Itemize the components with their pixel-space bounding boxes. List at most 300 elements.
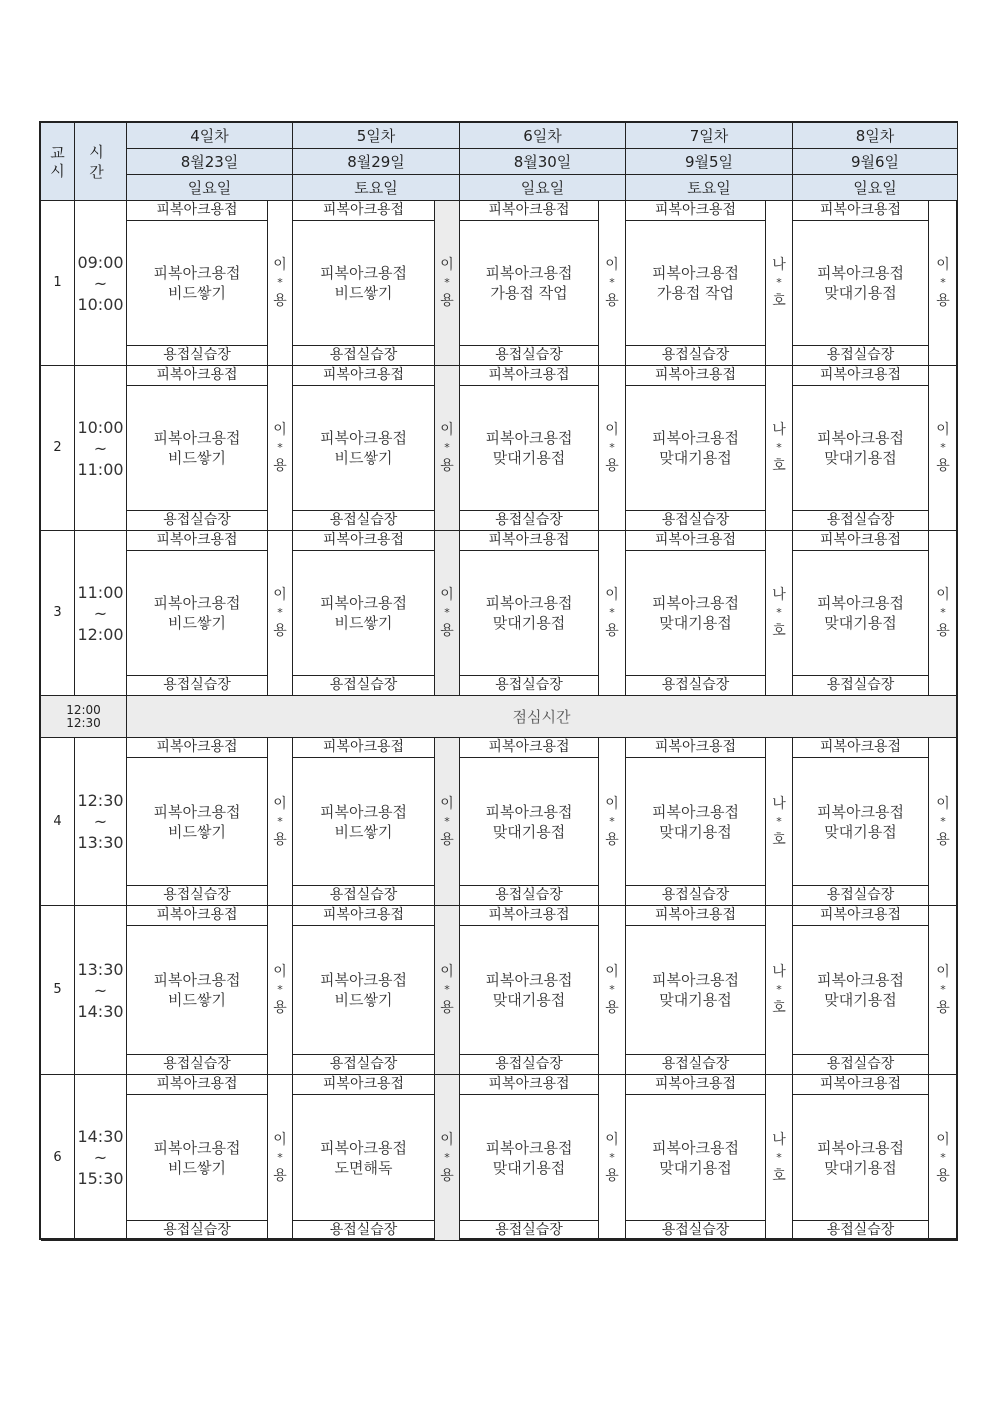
class-content-line: 맞대기용접 bbox=[824, 1158, 897, 1177]
class-subject bbox=[626, 1075, 766, 1095]
class-content-line: 피복아크용접 bbox=[817, 264, 904, 282]
class-subject bbox=[460, 201, 599, 221]
class-content-line: 피복아크용접 bbox=[652, 429, 739, 447]
class-content-line: 피복아크용접 bbox=[320, 971, 407, 989]
class-teacher bbox=[268, 366, 293, 531]
class-content bbox=[460, 926, 599, 1055]
class-room-text: 용접실습장 bbox=[163, 1222, 231, 1238]
period-time bbox=[75, 201, 127, 366]
day-label-text: 4일차 bbox=[190, 126, 229, 145]
period-sep: ~ bbox=[93, 273, 108, 293]
teacher-char: * bbox=[277, 814, 283, 828]
period-end: 11:00 bbox=[77, 459, 124, 479]
class-content bbox=[626, 926, 766, 1055]
class-teacher bbox=[929, 366, 958, 531]
class-subject bbox=[127, 738, 268, 758]
class-room-text: 용접실습장 bbox=[826, 512, 895, 528]
day-date-text: 8월29일 bbox=[347, 152, 405, 171]
lunch-label-text: 점심시간 bbox=[512, 707, 571, 726]
class-teacher bbox=[599, 201, 626, 366]
class-subject-text: 피복아크용접 bbox=[654, 739, 737, 755]
class-room bbox=[127, 886, 268, 906]
class-room bbox=[460, 346, 599, 366]
header-sigan-label: 시 간 bbox=[89, 142, 112, 181]
class-content-line: 비드쌓기 bbox=[334, 614, 393, 632]
teacher-char: * bbox=[444, 814, 450, 828]
class-teacher bbox=[268, 201, 293, 366]
class-teacher bbox=[599, 738, 626, 906]
day-weekday-text: 토요일 bbox=[687, 178, 731, 197]
class-subject-text: 피복아크용접 bbox=[488, 532, 570, 548]
period-start: 13:30 bbox=[77, 959, 124, 979]
period-sep: ~ bbox=[93, 438, 108, 458]
class-content bbox=[626, 758, 766, 886]
class-content-line: 피복아크용접 bbox=[652, 264, 739, 282]
class-subject-text: 피복아크용접 bbox=[156, 202, 238, 218]
class-subject-text: 피복아크용접 bbox=[819, 1076, 902, 1092]
class-content-line: 피복아크용접 bbox=[320, 264, 407, 282]
header-sigan bbox=[75, 123, 127, 201]
class-subject-text: 피복아크용접 bbox=[156, 1076, 238, 1092]
period-number-text: 3 bbox=[53, 605, 62, 620]
class-subject bbox=[127, 906, 268, 926]
class-subject bbox=[626, 906, 766, 926]
class-room-text: 용접실습장 bbox=[661, 347, 730, 363]
class-teacher bbox=[268, 738, 293, 906]
class-subject bbox=[293, 366, 435, 386]
class-content bbox=[127, 551, 268, 676]
class-content-line: 피복아크용접 bbox=[153, 429, 241, 447]
class-room bbox=[460, 511, 599, 531]
class-room-text: 용접실습장 bbox=[661, 1222, 730, 1238]
teacher-char: * bbox=[776, 276, 782, 289]
teacher-char: * bbox=[444, 1150, 450, 1164]
teacher-char: 이 bbox=[440, 422, 454, 438]
class-content bbox=[293, 758, 435, 886]
class-subject-text: 피복아크용접 bbox=[654, 532, 737, 548]
class-teacher bbox=[766, 738, 793, 906]
class-content-line: 도면해독 bbox=[334, 1158, 393, 1177]
teacher-char: 이 bbox=[936, 587, 950, 603]
class-content-line: 비드쌓기 bbox=[168, 991, 226, 1009]
class-content-line: 비드쌓기 bbox=[334, 284, 393, 302]
period-start: 11:00 bbox=[77, 582, 124, 602]
class-room bbox=[293, 1055, 435, 1075]
teacher-char: 이 bbox=[605, 257, 619, 273]
teacher-char: * bbox=[776, 606, 782, 619]
period-number-text: 6 bbox=[53, 1149, 62, 1165]
period-number-text: 2 bbox=[53, 440, 62, 455]
teacher-char: * bbox=[940, 1150, 946, 1164]
day-weekday bbox=[626, 175, 793, 201]
lunch-time bbox=[41, 696, 127, 738]
day-date-text: 9월5일 bbox=[684, 152, 734, 171]
teacher-char: 용 bbox=[440, 458, 454, 474]
teacher-char: * bbox=[940, 441, 946, 454]
class-subject-text: 피복아크용접 bbox=[654, 907, 737, 923]
day-date bbox=[460, 149, 626, 175]
day-weekday bbox=[293, 175, 460, 201]
class-content-line: 피복아크용접 bbox=[485, 594, 573, 612]
teacher-char: * bbox=[444, 276, 450, 289]
class-room bbox=[127, 676, 268, 696]
class-subject-text: 피복아크용접 bbox=[156, 907, 238, 923]
class-room-text: 용접실습장 bbox=[661, 1056, 730, 1072]
period-number bbox=[41, 201, 75, 366]
class-content bbox=[460, 386, 599, 511]
class-subject-text: 피복아크용접 bbox=[819, 202, 902, 218]
teacher-char: 나 bbox=[772, 587, 786, 603]
teacher-char: 이 bbox=[273, 257, 287, 273]
class-subject bbox=[626, 201, 766, 221]
teacher-char: * bbox=[940, 606, 946, 619]
class-content bbox=[460, 1095, 599, 1221]
class-teacher bbox=[766, 366, 793, 531]
period-start: 10:00 bbox=[77, 417, 124, 437]
class-room bbox=[460, 1221, 599, 1241]
teacher-char: 용 bbox=[936, 623, 950, 639]
period-time bbox=[75, 366, 127, 531]
class-content-line: 맞대기용접 bbox=[492, 991, 566, 1009]
class-content-line: 피복아크용접 bbox=[320, 1138, 407, 1157]
class-room bbox=[460, 1055, 599, 1075]
class-teacher bbox=[599, 366, 626, 531]
class-room-text: 용접실습장 bbox=[329, 677, 398, 693]
class-room bbox=[793, 1221, 929, 1241]
class-content-line: 피복아크용접 bbox=[652, 971, 739, 989]
class-content-line: 맞대기용접 bbox=[492, 1158, 566, 1177]
class-content-line: 피복아크용접 bbox=[153, 264, 241, 282]
class-subject-text: 피복아크용접 bbox=[819, 907, 902, 923]
period-sep: ~ bbox=[93, 812, 108, 831]
teacher-char: 용 bbox=[936, 831, 950, 848]
class-content-line: 피복아크용접 bbox=[652, 594, 739, 612]
class-room bbox=[626, 676, 766, 696]
class-content-line: 비드쌓기 bbox=[168, 822, 226, 841]
class-room bbox=[293, 346, 435, 366]
class-subject-text: 피복아크용접 bbox=[488, 739, 570, 755]
class-room bbox=[293, 886, 435, 906]
teacher-char: 나 bbox=[772, 422, 786, 438]
class-content bbox=[460, 551, 599, 676]
class-content bbox=[293, 386, 435, 511]
class-subject bbox=[793, 906, 929, 926]
teacher-char: 이 bbox=[273, 587, 287, 603]
day-label-text: 6일차 bbox=[523, 126, 562, 145]
class-content-line: 비드쌓기 bbox=[168, 1158, 226, 1177]
class-subject-text: 피복아크용접 bbox=[819, 739, 902, 755]
class-subject-text: 피복아크용접 bbox=[488, 1076, 570, 1092]
class-content bbox=[793, 221, 929, 346]
class-subject bbox=[293, 531, 435, 551]
class-teacher bbox=[599, 906, 626, 1075]
teacher-char: * bbox=[444, 983, 450, 996]
teacher-char: 이 bbox=[936, 1131, 950, 1148]
day-weekday bbox=[460, 175, 626, 201]
teacher-char: 이 bbox=[936, 795, 950, 812]
class-teacher bbox=[766, 906, 793, 1075]
day-label bbox=[127, 123, 293, 149]
class-content-line: 피복아크용접 bbox=[485, 429, 573, 447]
class-content-line: 피복아크용접 bbox=[320, 802, 407, 821]
class-teacher bbox=[929, 1075, 958, 1241]
class-subject-text: 피복아크용접 bbox=[819, 532, 902, 548]
class-content bbox=[626, 1095, 766, 1221]
class-subject-text: 피복아크용접 bbox=[322, 907, 405, 923]
class-room bbox=[127, 511, 268, 531]
teacher-char: 호 bbox=[772, 831, 786, 848]
class-teacher bbox=[435, 201, 460, 366]
class-content-line: 피복아크용접 bbox=[485, 971, 573, 989]
class-content-line: 피복아크용접 bbox=[817, 1138, 904, 1157]
day-label-text: 5일차 bbox=[356, 126, 396, 145]
teacher-char: 용 bbox=[936, 1167, 950, 1184]
timetable bbox=[39, 121, 958, 1240]
teacher-char: 용 bbox=[605, 831, 619, 848]
class-teacher bbox=[929, 531, 958, 696]
class-content-line: 맞대기용접 bbox=[824, 614, 897, 632]
class-room-text: 용접실습장 bbox=[163, 887, 231, 903]
teacher-char: 호 bbox=[772, 1000, 786, 1016]
class-subject bbox=[460, 531, 599, 551]
period-sep: ~ bbox=[93, 980, 108, 1000]
teacher-char: 용 bbox=[440, 831, 454, 848]
class-room bbox=[793, 346, 929, 366]
teacher-char: * bbox=[940, 814, 946, 828]
class-subject-text: 피복아크용접 bbox=[322, 202, 405, 218]
teacher-char: * bbox=[940, 983, 946, 996]
class-content-line: 비드쌓기 bbox=[334, 822, 393, 841]
class-content-line: 맞대기용접 bbox=[492, 614, 566, 632]
lunch-end: 12:30 bbox=[66, 715, 101, 730]
class-content-line: 맞대기용접 bbox=[659, 822, 732, 841]
class-content bbox=[793, 758, 929, 886]
day-weekday-text: 일요일 bbox=[853, 178, 897, 197]
class-content-line: 피복아크용접 bbox=[320, 429, 407, 447]
class-content bbox=[460, 758, 599, 886]
class-content bbox=[127, 926, 268, 1055]
class-subject-text: 피복아크용접 bbox=[654, 1076, 737, 1092]
header-kyosi-char: 시 bbox=[50, 161, 65, 180]
day-label bbox=[793, 123, 958, 149]
day-date-text: 8월23일 bbox=[180, 152, 239, 171]
teacher-char: 용 bbox=[273, 831, 287, 848]
class-content-line: 맞대기용접 bbox=[824, 991, 897, 1009]
class-room bbox=[793, 676, 929, 696]
class-teacher bbox=[268, 531, 293, 696]
period-number-text: 5 bbox=[53, 982, 62, 997]
class-room-text: 용접실습장 bbox=[661, 512, 730, 528]
class-room bbox=[626, 346, 766, 366]
class-subject bbox=[626, 531, 766, 551]
class-subject bbox=[293, 201, 435, 221]
teacher-char: 용 bbox=[273, 293, 287, 309]
teacher-char: * bbox=[277, 441, 283, 454]
class-content-line: 맞대기용접 bbox=[824, 449, 897, 467]
class-content-line: 피복아크용접 bbox=[817, 594, 904, 612]
period-number bbox=[41, 531, 75, 696]
class-subject bbox=[793, 738, 929, 758]
class-content-line: 피복아크용접 bbox=[652, 1138, 739, 1157]
class-teacher bbox=[599, 1075, 626, 1241]
teacher-char: 이 bbox=[605, 795, 619, 812]
period-end: 10:00 bbox=[77, 294, 124, 314]
class-room-text: 용접실습장 bbox=[329, 1056, 398, 1072]
day-weekday bbox=[793, 175, 958, 201]
teacher-char: 용 bbox=[605, 623, 619, 639]
class-room bbox=[293, 676, 435, 696]
class-content-line: 피복아크용접 bbox=[153, 971, 241, 989]
class-subject bbox=[793, 531, 929, 551]
class-subject-text: 피복아크용접 bbox=[654, 367, 737, 383]
class-content bbox=[127, 386, 268, 511]
class-room bbox=[127, 346, 268, 366]
class-subject-text: 피복아크용접 bbox=[488, 367, 570, 383]
teacher-char: 용 bbox=[440, 1167, 454, 1184]
teacher-char: * bbox=[609, 983, 615, 996]
class-room bbox=[626, 1221, 766, 1241]
day-date-text: 8월30일 bbox=[513, 152, 572, 171]
teacher-char: * bbox=[444, 441, 450, 454]
class-teacher bbox=[929, 738, 958, 906]
class-room-text: 용접실습장 bbox=[163, 1056, 231, 1072]
class-subject-text: 피복아크용접 bbox=[819, 367, 902, 383]
teacher-char: 용 bbox=[936, 293, 950, 309]
teacher-char: 이 bbox=[273, 795, 287, 812]
period-end: 15:30 bbox=[77, 1169, 124, 1188]
teacher-char: * bbox=[277, 983, 283, 996]
class-content bbox=[293, 221, 435, 346]
class-teacher bbox=[435, 366, 460, 531]
class-subject bbox=[293, 906, 435, 926]
class-room bbox=[293, 1221, 435, 1241]
class-content bbox=[626, 221, 766, 346]
class-content bbox=[793, 386, 929, 511]
period-number bbox=[41, 1075, 75, 1241]
teacher-char: 이 bbox=[605, 422, 619, 438]
teacher-char: 이 bbox=[440, 1131, 454, 1148]
class-subject-text: 피복아크용접 bbox=[156, 532, 238, 548]
class-subject bbox=[127, 201, 268, 221]
teacher-char: * bbox=[776, 441, 782, 454]
class-room-text: 용접실습장 bbox=[826, 677, 895, 693]
teacher-char: * bbox=[609, 606, 615, 619]
teacher-char: 이 bbox=[936, 422, 950, 438]
class-teacher bbox=[599, 531, 626, 696]
class-subject-text: 피복아크용접 bbox=[488, 202, 570, 218]
class-content bbox=[626, 386, 766, 511]
teacher-char: * bbox=[776, 1150, 782, 1164]
class-room bbox=[793, 886, 929, 906]
class-teacher bbox=[268, 906, 293, 1075]
day-date bbox=[293, 149, 460, 175]
teacher-char: * bbox=[277, 606, 283, 619]
period-number bbox=[41, 906, 75, 1075]
header-kyosi bbox=[41, 123, 75, 201]
teacher-char: 용 bbox=[605, 1000, 619, 1016]
class-subject-text: 피복아크용접 bbox=[322, 367, 405, 383]
period-time bbox=[75, 738, 127, 906]
class-room-text: 용접실습장 bbox=[329, 887, 398, 903]
period-start: 14:30 bbox=[77, 1127, 124, 1146]
day-weekday-text: 일요일 bbox=[520, 178, 565, 197]
class-subject-text: 피복아크용접 bbox=[654, 202, 737, 218]
teacher-char: 이 bbox=[273, 422, 287, 438]
teacher-char: 이 bbox=[605, 964, 619, 980]
teacher-char: 호 bbox=[772, 623, 786, 639]
day-weekday bbox=[127, 175, 293, 201]
class-content bbox=[626, 551, 766, 676]
teacher-char: 용 bbox=[273, 458, 287, 474]
class-room bbox=[626, 511, 766, 531]
class-content bbox=[127, 1095, 268, 1221]
teacher-char: 이 bbox=[440, 587, 454, 603]
class-subject bbox=[127, 1075, 268, 1095]
day-label-text: 7일차 bbox=[689, 126, 729, 145]
class-content bbox=[460, 221, 599, 346]
class-room-text: 용접실습장 bbox=[163, 677, 231, 693]
class-room-text: 용접실습장 bbox=[826, 1056, 895, 1072]
class-room-text: 용접실습장 bbox=[826, 887, 895, 903]
class-content bbox=[793, 551, 929, 676]
teacher-char: * bbox=[776, 814, 782, 828]
class-content-line: 맞대기용접 bbox=[824, 284, 897, 302]
day-weekday-text: 일요일 bbox=[187, 178, 232, 197]
class-room-text: 용접실습장 bbox=[495, 1222, 563, 1238]
period-number-text: 4 bbox=[53, 813, 62, 829]
class-content bbox=[293, 926, 435, 1055]
day-label bbox=[460, 123, 626, 149]
class-room-text: 용접실습장 bbox=[661, 677, 730, 693]
class-content bbox=[293, 551, 435, 676]
period-end: 14:30 bbox=[77, 1001, 124, 1021]
class-subject bbox=[793, 366, 929, 386]
class-teacher bbox=[435, 1075, 460, 1241]
period-number bbox=[41, 366, 75, 531]
teacher-char: 호 bbox=[772, 1167, 786, 1184]
class-teacher bbox=[766, 201, 793, 366]
period-start: 12:30 bbox=[77, 791, 124, 810]
class-content bbox=[793, 926, 929, 1055]
day-date bbox=[127, 149, 293, 175]
teacher-char: 용 bbox=[605, 1167, 619, 1184]
teacher-char: 용 bbox=[936, 1000, 950, 1016]
period-time bbox=[75, 1075, 127, 1241]
teacher-char: 용 bbox=[273, 623, 287, 639]
period-end: 13:30 bbox=[77, 833, 124, 852]
teacher-char: 호 bbox=[772, 293, 786, 309]
class-content-line: 피복아크용접 bbox=[652, 802, 739, 821]
teacher-char: 이 bbox=[936, 964, 950, 980]
class-subject bbox=[460, 1075, 599, 1095]
lunch-label bbox=[127, 696, 956, 738]
class-room-text: 용접실습장 bbox=[163, 512, 231, 528]
class-subject bbox=[793, 201, 929, 221]
class-content-line: 비드쌓기 bbox=[334, 991, 393, 1009]
class-room bbox=[793, 511, 929, 531]
teacher-char: 이 bbox=[440, 964, 454, 980]
class-teacher bbox=[929, 906, 958, 1075]
class-content-line: 피복아크용접 bbox=[485, 802, 573, 821]
class-content-line: 맞대기용접 bbox=[659, 614, 732, 632]
teacher-char: 용 bbox=[273, 1000, 287, 1016]
teacher-char: 나 bbox=[772, 257, 786, 273]
class-subject-text: 피복아크용접 bbox=[156, 739, 238, 755]
class-content-line: 피복아크용접 bbox=[153, 1138, 241, 1157]
class-room bbox=[460, 886, 599, 906]
class-subject-text: 피복아크용접 bbox=[322, 739, 405, 755]
class-room bbox=[793, 1055, 929, 1075]
